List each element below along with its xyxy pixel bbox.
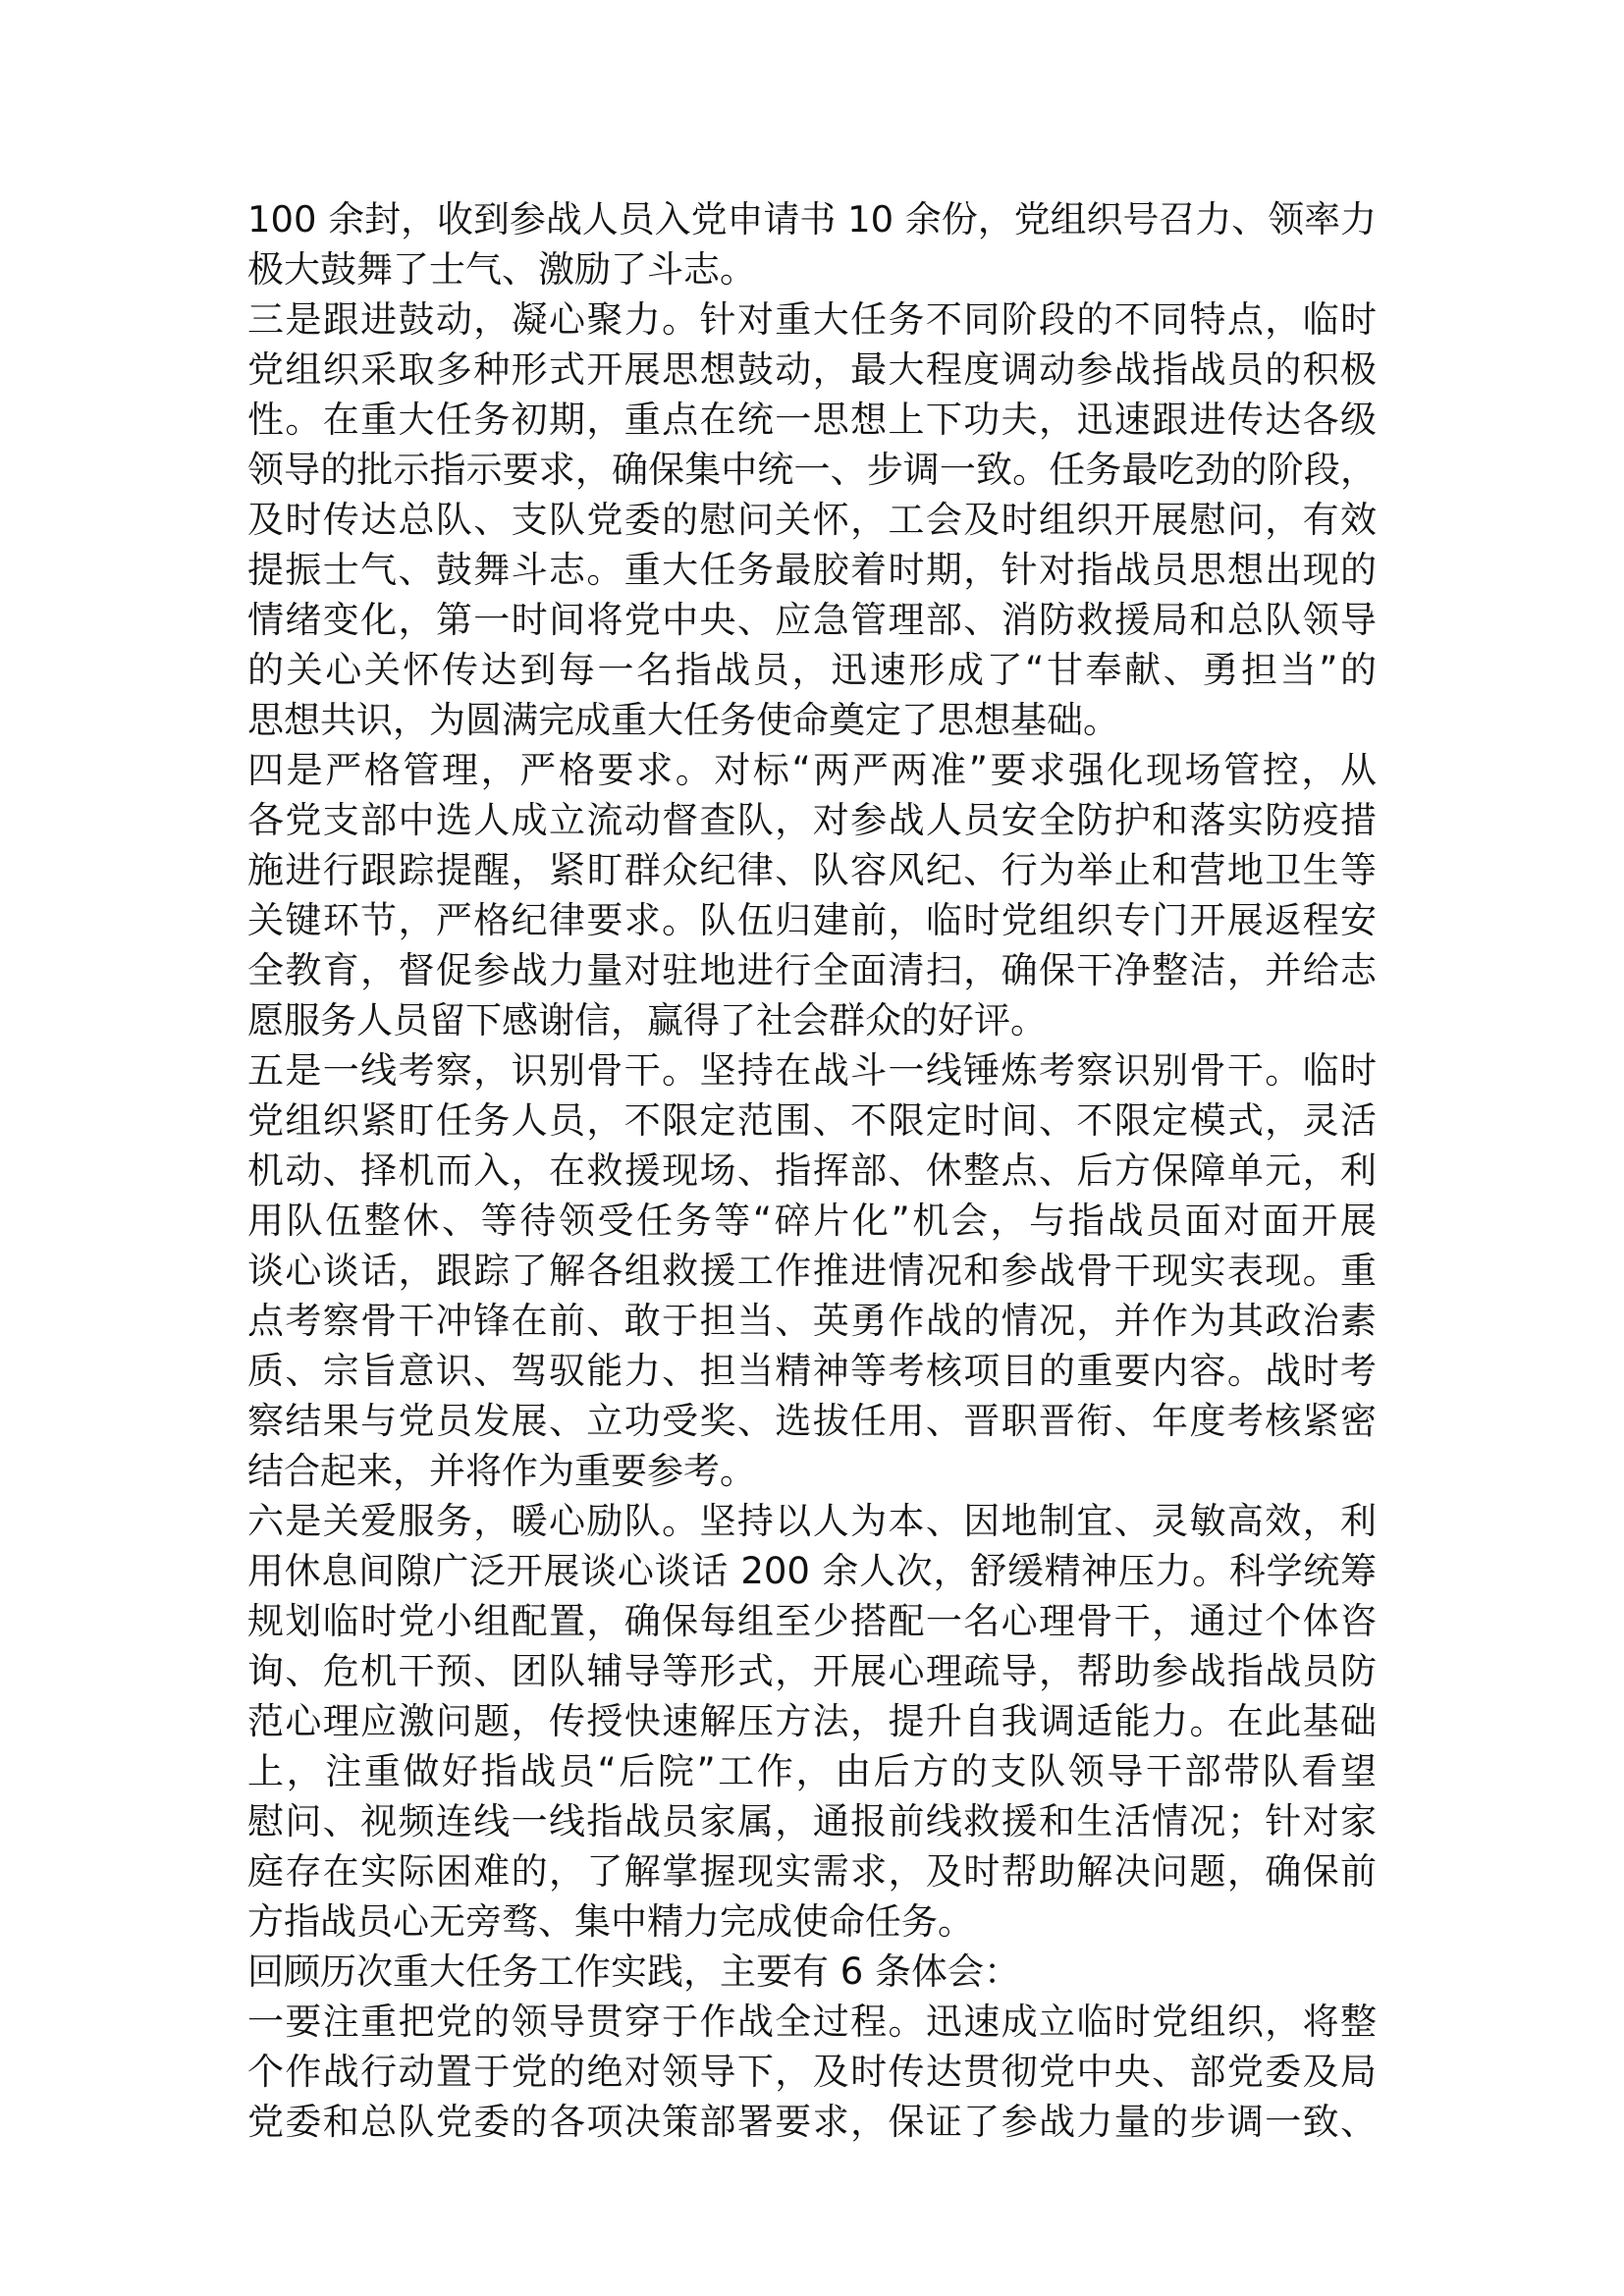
text-line: 一要注重把党的领导贯穿于作战全过程。迅速成立临时党组织，将整 xyxy=(247,2001,1377,2043)
text-line: 方指战员心无旁骛、集中精力完成使命任务。 xyxy=(247,1900,974,1943)
text-line: 结合起来，并将作为重要参考。 xyxy=(247,1450,756,1492)
text-line: 情绪变化，第一时间将党中央、应急管理部、消防救援局和总队领导 xyxy=(247,599,1377,641)
text-line: 领导的批示指示要求，确保集中统一、步调一致。任务最吃劲的阶段， xyxy=(247,449,1377,491)
text-line: 施进行跟踪提醒，紧盯群众纪律、队容风纪、行为举止和营地卫生等 xyxy=(247,849,1377,891)
text-line: 慰问、视频连线一线指战员家属，通报前线救援和生活情况；针对家 xyxy=(247,1800,1377,1842)
text-line: 愿服务人员留下感谢信，赢得了社会群众的好评。 xyxy=(247,999,1047,1041)
text-line: 100 余封，收到参战人员入党申请书 10 余份，党组织号召力、领率力 xyxy=(247,198,1377,240)
text-line: 关键环节，严格纪律要求。队伍归建前，临时党组织专门开展返程安 xyxy=(247,899,1377,941)
text-line: 五是一线考察，识别骨干。坚持在战斗一线锤炼考察识别骨干。临时 xyxy=(247,1049,1377,1092)
text-line: 党组织紧盯任务人员，不限定范围、不限定时间、不限定模式，灵活 xyxy=(247,1099,1377,1142)
text-line: 思想共识，为圆满完成重大任务使命奠定了思想基础。 xyxy=(247,699,1119,741)
text-line: 党委和总队党委的各项决策部署要求，保证了参战力量的步调一致、 xyxy=(247,2101,1377,2143)
text-line: 机动、择机而入，在救援现场、指挥部、休整点、后方保障单元，利 xyxy=(247,1149,1377,1192)
text-line: 提振士气、鼓舞斗志。重大任务最胶着时期，针对指战员思想出现的 xyxy=(247,549,1377,591)
text-line: 用休息间隙广泛开展谈心谈话 200 余人次，舒缓精神压力。科学统筹 xyxy=(247,1550,1377,1592)
text-line: 上，注重做好指战员“后院”工作，由后方的支队领导干部带队看望 xyxy=(247,1750,1377,1792)
text-line: 性。在重大任务初期，重点在统一思想上下功夫，迅速跟进传达各级 xyxy=(247,399,1377,441)
text-line: 用队伍整休、等待领受任务等“碎片化”机会，与指战员面对面开展 xyxy=(247,1200,1377,1242)
text-line: 谈心谈话，跟踪了解各组救援工作推进情况和参战骨干现实表现。重 xyxy=(247,1250,1377,1292)
text-line: 极大鼓舞了士气、激励了斗志。 xyxy=(247,248,756,291)
text-line: 质、宗旨意识、驾驭能力、担当精神等考核项目的重要内容。战时考 xyxy=(247,1350,1377,1392)
text-line: 规划临时党小组配置，确保每组至少搭配一名心理骨干，通过个体咨 xyxy=(247,1600,1377,1642)
text-line: 的关心关怀传达到每一名指战员，迅速形成了“甘奉献、勇担当”的 xyxy=(247,649,1377,691)
text-line: 党组织采取多种形式开展思想鼓动，最大程度调动参战指战员的积极 xyxy=(247,348,1377,391)
text-line: 察结果与党员发展、立功受奖、选拔任用、晋职晋衔、年度考核紧密 xyxy=(247,1400,1377,1442)
text-line: 全教育，督促参战力量对驻地进行全面清扫，确保干净整洁，并给志 xyxy=(247,949,1377,991)
document-page xyxy=(247,194,1377,2236)
text-line: 三是跟进鼓动，凝心聚力。针对重大任务不同阶段的不同特点，临时 xyxy=(247,298,1377,341)
text-line: 各党支部中选人成立流动督查队，对参战人员安全防护和落实防疫措 xyxy=(247,799,1377,841)
text-line: 四是严格管理，严格要求。对标“两严两准”要求强化现场管控，从 xyxy=(247,749,1377,791)
text-line: 及时传达总队、支队党委的慰问关怀，工会及时组织开展慰问，有效 xyxy=(247,499,1377,541)
text-line: 个作战行动置于党的绝对领导下，及时传达贯彻党中央、部党委及局 xyxy=(247,2051,1377,2093)
text-line: 六是关爱服务，暖心励队。坚持以人为本、因地制宜、灵敏高效，利 xyxy=(247,1500,1377,1542)
text-line: 询、危机干预、团队辅导等形式，开展心理疏导，帮助参战指战员防 xyxy=(247,1650,1377,1692)
text-line: 点考察骨干冲锋在前、敢于担当、英勇作战的情况，并作为其政治素 xyxy=(247,1300,1377,1342)
text-line: 回顾历次重大任务工作实践，主要有 6 条体会： xyxy=(247,1950,1021,1993)
text-line: 范心理应激问题，传授快速解压方法，提升自我调适能力。在此基础 xyxy=(247,1700,1377,1742)
text-line: 庭存在实际困难的，了解掌握现实需求，及时帮助解决问题，确保前 xyxy=(247,1850,1377,1893)
